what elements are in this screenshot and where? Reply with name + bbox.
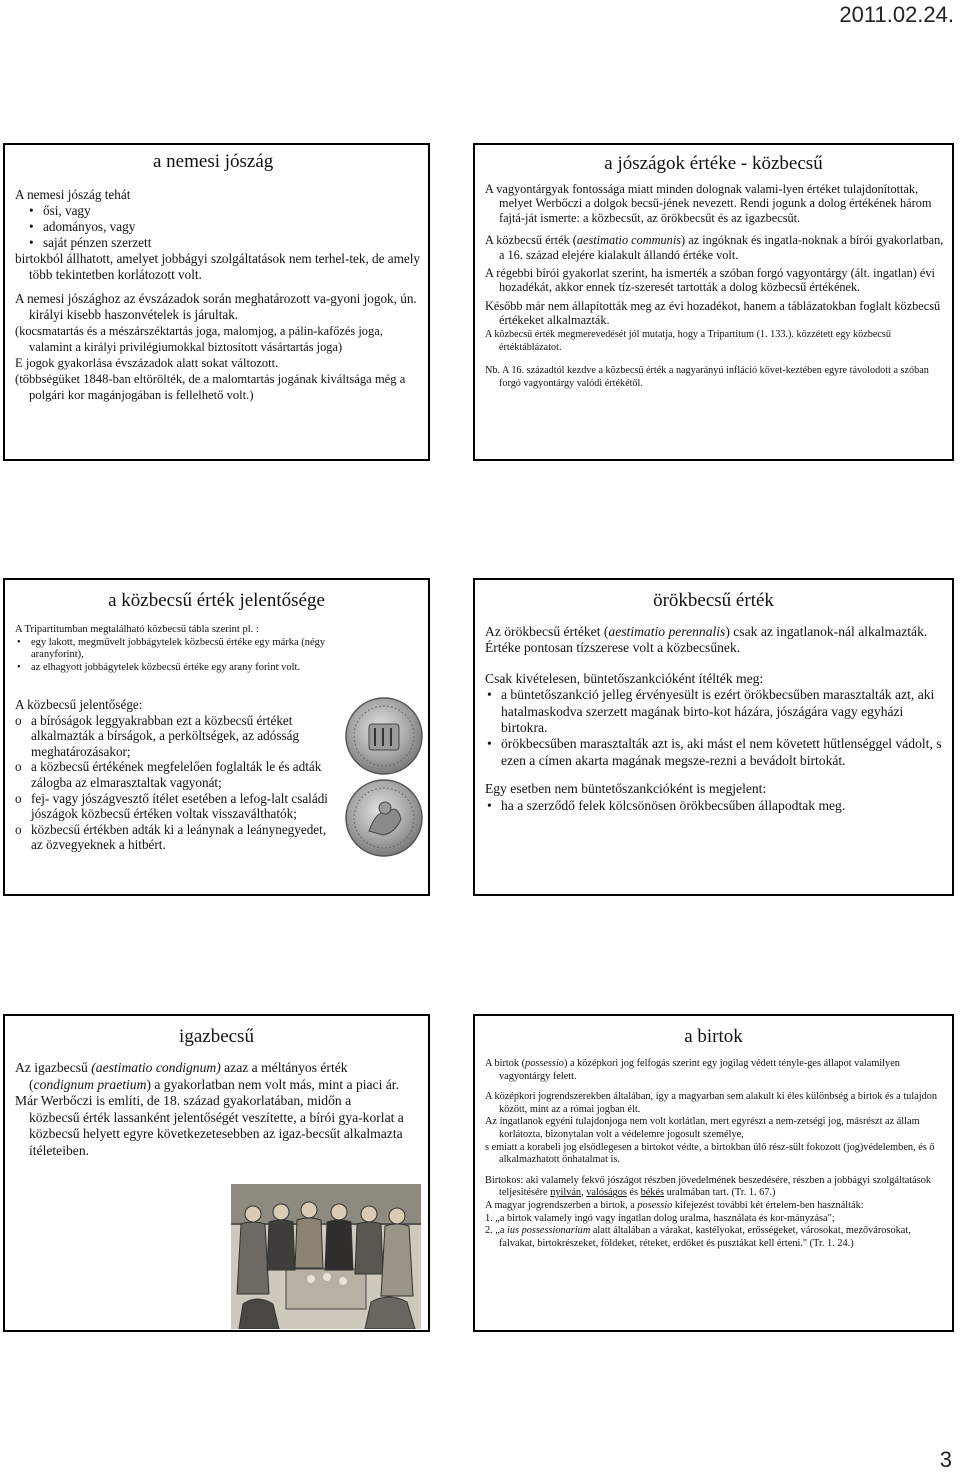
list-item: o közbecsű értékben adták ki a leánynak a leánynegyedet, az özvegyeknek a hitbért. [31,822,333,853]
coin-image [339,696,429,858]
paragraph: E jogok gyakorlása évszázadok alatt sokat változott. [15,356,279,370]
slide-title: a jószágok értéke - közbecsű [604,153,823,174]
page-number: 3 [939,1447,952,1472]
list-item: • egy lakott, megművelt jobbágytelek közbecsű értéke egy márka (négy aranyforint), [31,637,345,662]
paragraph: Birtokos: aki valamely fekvő jószágot részben jövedelmének beszedésére, részben a jobbágyi szolgáltatások teljesítésére nyilván, valóságos és békés uralmában tart. (Tr. 1. 67.) [485,1174,932,1199]
slide-kozbecsu-jelentosege [3,578,430,896]
paragraph: Az örökbecsű értéket (aestimatio perennalis) csak az ingatlanok-nál alkalmazták. [485,624,928,639]
paragraph: Csak kivételesen, büntetőszankcióként ítélték meg: [485,670,764,686]
list-item: • a büntetőszankció jelleg érvényesült is ezért örökbecsűben marasztalták azt, aki hatalmaskodva szerzett magának birto-kot házára, jószágára vagy egyházi birtokra. [501,687,947,736]
list-item: • örökbecsűben marasztalták azt is, aki mást el nem követett hűtlenséggel vádolt, s ezen a címen akarta magának megsze-rezni a bevádolt birtokát. [501,736,947,769]
list-item: • ha a szerződő felek kölcsönösen örökbecsűben állapodtak meg. [501,798,947,814]
numbered-item: 1. „a birtok valamely ingó vagy ingatlan dolog uralma, használata és kor-mányzása"; [485,1212,835,1224]
list-item: o a bíróságok leggyakrabban ezt a közbecsű értéket alkalmazták a bírságok, a perköltségek, az adósság meghatározásakor; [31,713,333,760]
slide-joszagok-erteke [473,143,954,461]
paragraph: Az igazbecsű (aestimatio condignum) azaz a méltányos érték (condignum praetium) a gyakorlatban nem volt más, mint a piaci ár. [15,1060,399,1092]
paragraph: A régebbi bírói gyakorlat szerint, ha ismerték a szóban forgó vagyontárgy (ált. ingatlan) évi hozadékát, akkor ennek tíz-szeresét tartották a dolog közbecsű értékének. [485,266,935,295]
paragraph: A közbecsű érték megmerevedését jól mutatja, hogy a Tripartitum (1. 133.). közzétett egy közbecsű értéktáblázatot. [485,328,891,353]
paragraph: A középkori jogrendszerekben általában, így a magyarban sem alakult ki éles különbség a birtok és a tulajdon között, mint az a római jogban élt. [485,1091,938,1115]
numbered-item: 2. „a ius possessionarium alatt általában a várakat, kastélyokat, erősségeket, városokat, mezővárosokat, falvakat, birtokrészeket, földeket, réteket, erdőket és pusztákat kell érteni." (Tr. 1. 24.) [485,1225,911,1249]
medieval-illustration [231,1184,421,1329]
date-header: 2011.02.24. [839,2,954,27]
slide-title: örökbecsű érték [653,590,774,611]
list-item: o fej- vagy jószágvesztő ítélet esetében a lefog-lalt családi jószágok közbecsű értéken voltak visszaválthatók; [31,791,333,822]
slide-orokbecsu-ertek [473,578,954,896]
list-item: • ősi, vagy [43,203,425,219]
slide-title: a közbecsű érték jelentősége [108,590,325,611]
list-item: • az elhagyott jobbágytelek közbecsű értéke egy arany forint volt. [31,662,345,675]
paragraph: A vagyontárgyak fontossága miatt minden dolognak valami-lyen értéket tulajdonítottak, melyet Werbőczi a dolgok becsű-jének nevezett. Rendi jogunk a dolog értékének három fajtá-ját ismerte: a közbecsűt, az örökbecsűt és az igazbecsűt. [485,182,932,225]
paragraph: A nemesi jószághoz az évszázadok során meghatározott va-gyoni jogok, ún. királyi kisebb haszonvételek is járultak. [15,291,417,322]
paragraph: Értéke pontosan tízszerese volt a közbecsűnek. [485,640,741,656]
list-item: • saját pénzen szerzett [43,235,425,251]
slide-title: a nemesi jószág [153,151,274,172]
intro-text: A nemesi jószág tehát [15,187,131,202]
slide-title: igazbecsű [179,1026,254,1047]
paragraph: Egy esetben nem büntetőszankcióként is megjelent: [485,781,767,797]
paragraph: Már Werbőczi is említi, de 18. század gyakorlatában, midőn a közbecsű érték lassanként jelentőségét veszítette, a bírói gya-korlat a közbecsű helyett egyre következetesebben az igaz-becsűt alkalmazta ítéleteiben. [15,1093,404,1158]
paragraph: (kocsmatartás és a mészárszéktartás joga, malomjog, a pálin-kafőzés joga, valamint a királyi privilégiumokkal biztosított vásártartás joga) [15,324,383,354]
paragraph: s emiatt a korabeli jog elsődlegesen a birtokot védte, a birtokban ülő rész-sült fokozott (jog)védelemben, és ő alkalmazhatott önhatalmat is. [485,1141,935,1166]
paragraph: birtokból állhatott, amelyet jobbágyi szolgáltatások nem terhel-tek, de amely több tekintetben korlátozott volt. [15,251,421,282]
list-item: o a közbecsű értékének megfelelően foglalták le és adták zálogba az elmarasztaltak vagyonát; [31,759,333,790]
slide-nemesi-joszag [3,143,430,461]
paragraph: Nb. A 16. századtól kezdve a közbecsű érték a nagyarányú infláció követ-keztében egyre távolodott a szóban forgó vagyontárgy valódi értékétől. [485,364,929,389]
slide-igazbecsu [3,1014,430,1332]
intro-text: A Tripartitumban megtalálható közbecsű tábla szerint pl. : [15,624,259,635]
subheading: A közbecsű jelentősége: [15,697,143,712]
list-item: • adományos, vagy [43,219,425,235]
slide-title: a birtok [684,1026,743,1047]
paragraph: A birtok (possessio) a középkori jog felfogás szerint egy jogilag védett tényle-ges állapot valamilyen vagyontárgy felett. [485,1058,900,1082]
paragraph: (többségüket 1848-ban eltörölték, de a malomtartás jogának kiváltsága még a polgári kor magánjogában is fellelhető volt.) [15,372,406,402]
paragraph: Később már nem állapították meg az évi hozadékot, hanem a táblázatokban foglalt közbecsű értékeket alkalmazták. [485,298,941,328]
paragraph: A közbecsű érték (aestimatio communis) az ingóknak és ingatla-noknak a bírói gyakorlatban, a 16. század elejére kialakult állandó értéke volt. [485,233,944,262]
paragraph: A magyar jogrendszerben a birtok, a posessio kifejezést további két értelem-ben használták: [485,1199,864,1211]
paragraph: Az ingatlanok egyéni tulajdonjoga nem volt korlátlan, mert egyrészt a nem-zetségi jog, másrészt az állam korlátozta, bizonytalan volt a védelemre jogosult személye, [485,1116,920,1140]
slide-a-birtok [473,1014,954,1332]
